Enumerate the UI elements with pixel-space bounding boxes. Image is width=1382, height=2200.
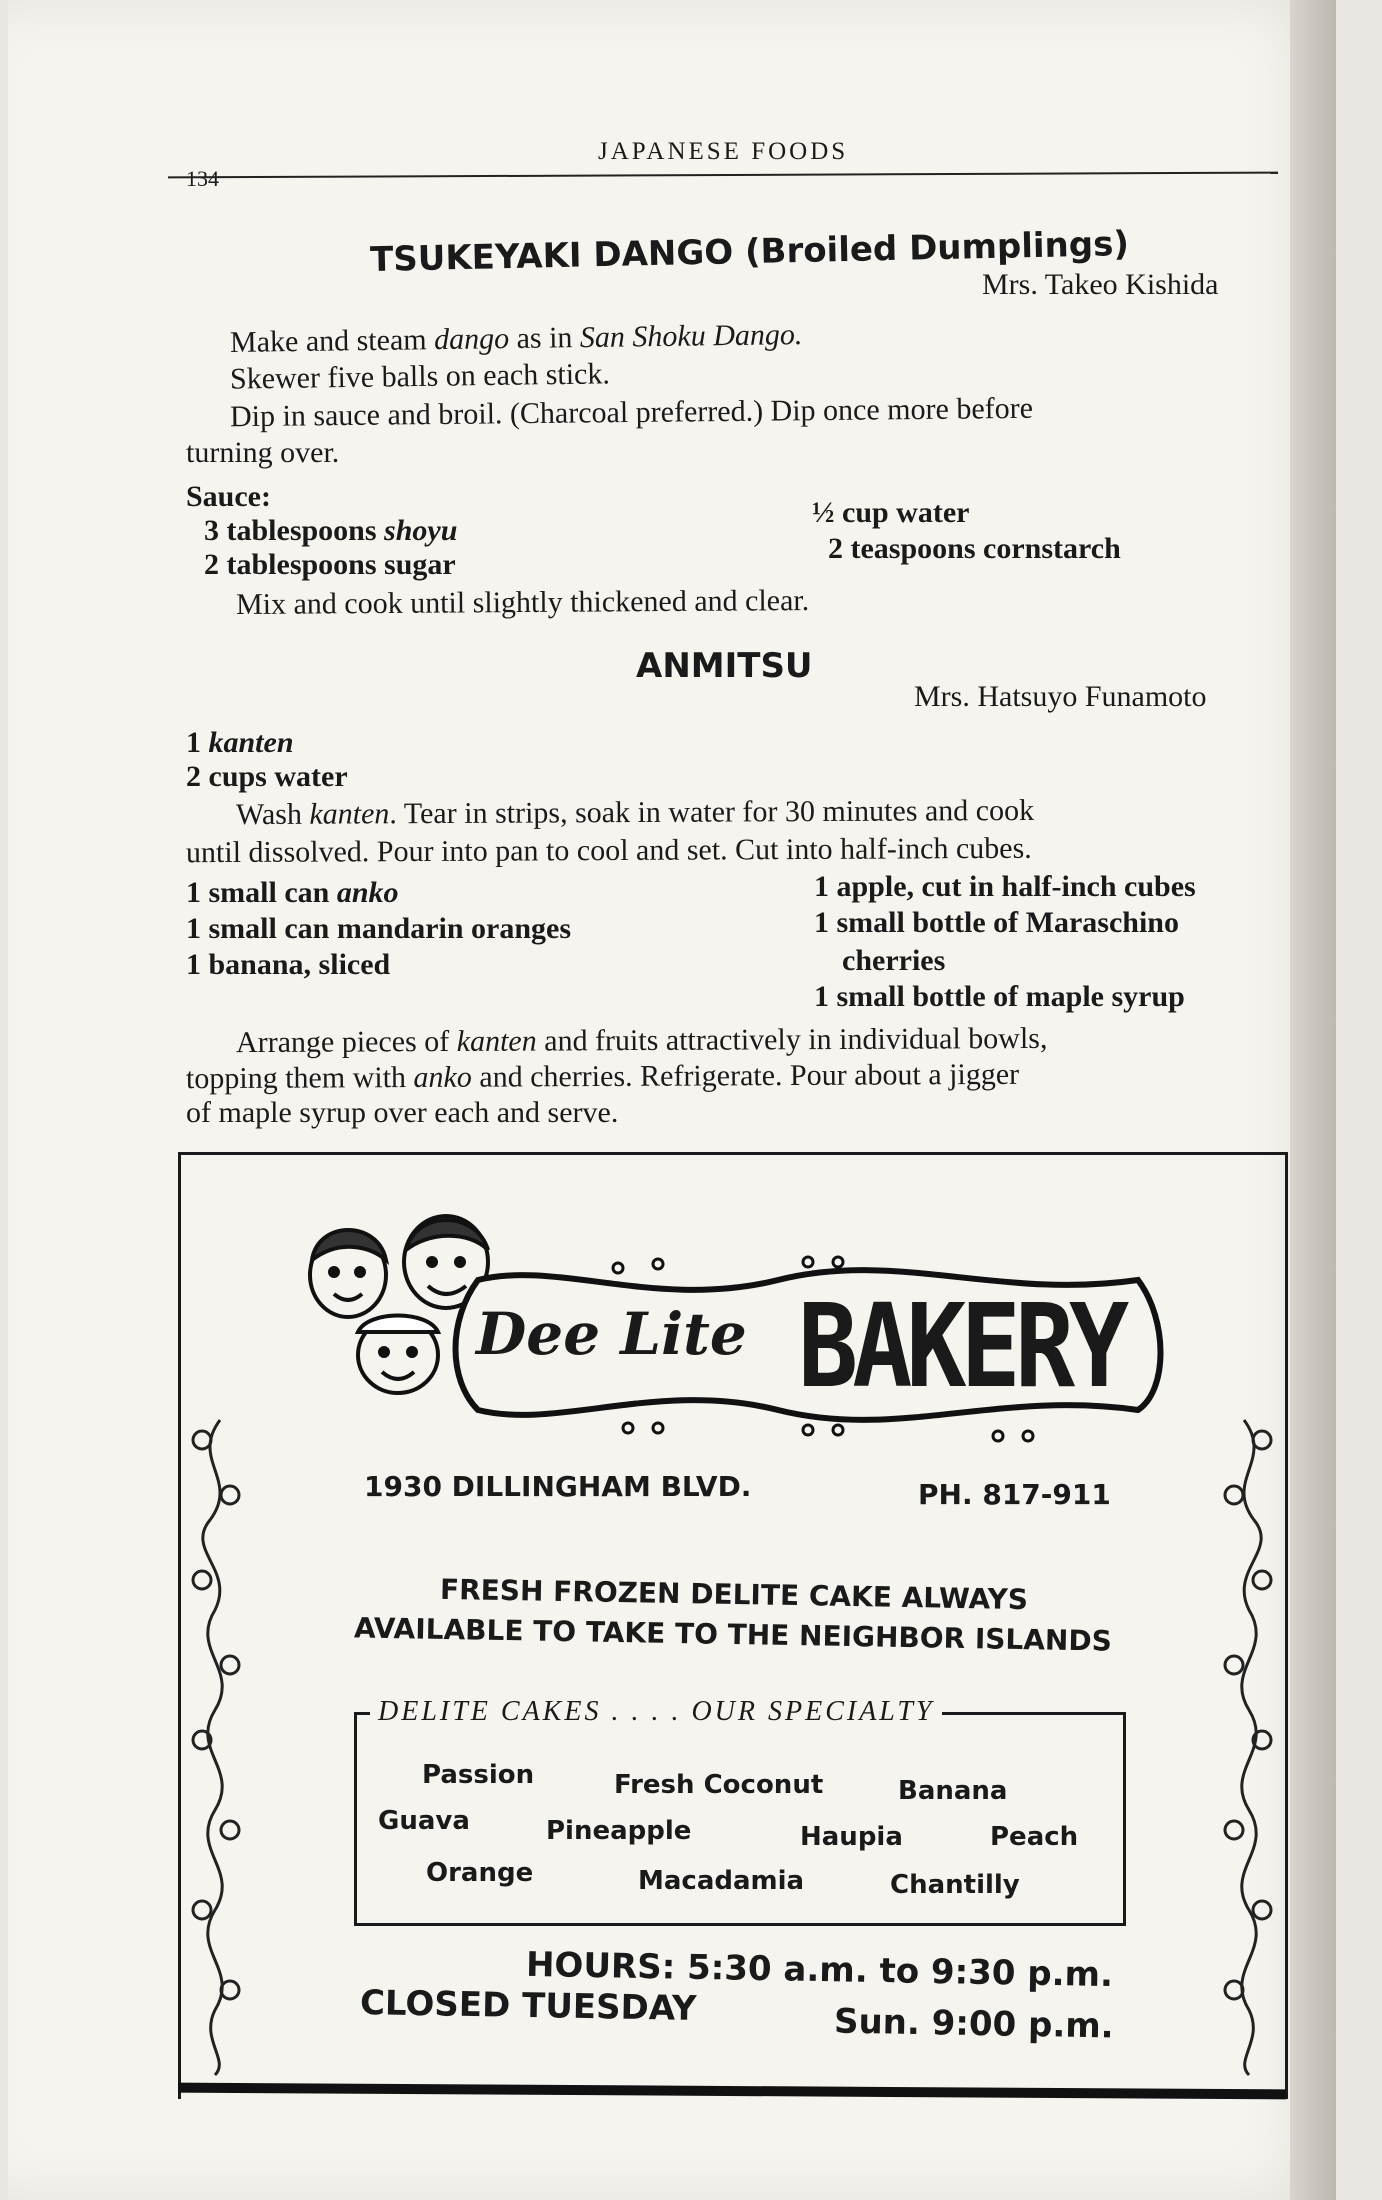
logo-block-text: BAKERY bbox=[798, 1279, 1124, 1414]
ingredient bbox=[186, 948, 390, 982]
ingredient bbox=[204, 548, 456, 582]
text: cherries bbox=[842, 944, 946, 977]
italic-term: San Shoku Dango. bbox=[579, 318, 803, 355]
flavor-item: Peach bbox=[990, 1822, 1079, 1852]
qty: 1 bbox=[186, 726, 201, 759]
ingredient bbox=[814, 980, 1185, 1014]
text: Make and steam bbox=[229, 323, 435, 359]
qty: ½ bbox=[812, 496, 835, 529]
flavor-item: Orange bbox=[426, 1858, 534, 1888]
flavor-item: Chantilly bbox=[890, 1870, 1020, 1900]
qty: 1 bbox=[186, 948, 201, 981]
recipe-step: Skewer five balls on each stick. bbox=[229, 357, 611, 396]
ingredient bbox=[186, 726, 294, 760]
ingredient bbox=[828, 532, 1121, 566]
tagline-line2: AVAILABLE TO TAKE TO THE NEIGHBOR ISLANDS bbox=[353, 1611, 1113, 1658]
sunday-hours-text: Sun. 9:00 p.m. bbox=[833, 2001, 1114, 2047]
text: cup water bbox=[842, 496, 970, 529]
flavor-item: Pineapple bbox=[546, 1816, 692, 1846]
text: banana, sliced bbox=[208, 948, 391, 981]
ingredient bbox=[186, 912, 571, 946]
recipe-author: Mrs. Hatsuyo Funamoto bbox=[914, 680, 1207, 713]
recipe-step: until dissolved. Pour into pan to cool and set. Cut into half-inch cubes. bbox=[185, 831, 1032, 870]
flavor-item: Haupia bbox=[800, 1822, 903, 1852]
page-number: 134 bbox=[186, 166, 219, 191]
ingredient bbox=[842, 944, 945, 978]
ingredient bbox=[204, 514, 457, 548]
text: . Tear in strips, soak in water for 30 minutes and cook bbox=[389, 793, 1035, 831]
italic-term: shoyu bbox=[384, 514, 458, 547]
text: tablespoons sugar bbox=[226, 548, 456, 581]
recipe-step bbox=[230, 318, 803, 360]
text: small bottle of Maraschino bbox=[836, 906, 1179, 939]
text: as in bbox=[508, 321, 581, 356]
ingredient bbox=[186, 876, 399, 910]
italic-term: anko bbox=[336, 876, 399, 909]
recipe-step: of maple syrup over each and serve. bbox=[186, 1096, 619, 1129]
bakery-phone: PH. 817-911 bbox=[918, 1478, 1111, 1511]
flavor-item: Fresh Coconut bbox=[614, 1770, 824, 1800]
qty: 3 bbox=[204, 514, 219, 547]
text: small can bbox=[208, 876, 337, 909]
ingredient bbox=[812, 496, 969, 530]
recipe-step bbox=[236, 794, 1034, 832]
header-rule bbox=[168, 172, 1278, 179]
italic-term: kanten bbox=[456, 1024, 537, 1058]
flavor-item: Macadamia bbox=[638, 1866, 805, 1896]
ingredient bbox=[814, 870, 1196, 904]
recipe-title-anmitsu: ANMITSU bbox=[636, 646, 813, 686]
recipe-step: turning over. bbox=[186, 436, 340, 469]
floral-border-right-icon bbox=[1214, 1400, 1284, 2080]
qty: 2 bbox=[204, 548, 219, 581]
flavor-item: Guava bbox=[378, 1806, 470, 1836]
qty: 1 bbox=[814, 980, 829, 1013]
text: tablespoons bbox=[226, 514, 385, 547]
italic-term: kanten bbox=[309, 797, 390, 831]
qty: 1 bbox=[814, 870, 829, 903]
page-edge-shadow bbox=[1290, 0, 1336, 2200]
flavor-item: Banana bbox=[898, 1776, 1008, 1806]
bakery-address: 1930 DILLINGHAM BLVD. bbox=[364, 1470, 752, 1503]
text: topping them with bbox=[185, 1060, 414, 1096]
logo-script-text: Dee Lite bbox=[476, 1300, 747, 1368]
running-head bbox=[168, 134, 1278, 191]
floral-border-left-icon bbox=[180, 1400, 250, 2080]
recipe-step bbox=[186, 1058, 1019, 1096]
recipe-title-tsukeyaki-dango: TSUKEYAKI DANGO (Broiled Dumplings) bbox=[369, 224, 1130, 280]
tagline-line1: FRESH FROZEN DELITE CAKE ALWAYS bbox=[439, 1572, 1029, 1617]
sauce-label: Sauce: bbox=[186, 480, 271, 513]
text: Arrange pieces of bbox=[235, 1024, 457, 1060]
text: apple, cut in half-inch cubes bbox=[836, 870, 1196, 903]
text: small bottle of maple syrup bbox=[836, 980, 1185, 1013]
recipe-author: Mrs. Takeo Kishida bbox=[982, 268, 1219, 301]
ingredient: 2 cups water bbox=[186, 760, 348, 793]
ingredient bbox=[814, 906, 1179, 940]
recipe-step: Dip in sauce and broil. (Charcoal preferred.) Dip once more before bbox=[229, 391, 1034, 434]
book-page bbox=[8, 0, 1336, 2200]
recipe-step: Mix and cook until slightly thickened and clear. bbox=[235, 583, 810, 622]
qty: 1 bbox=[186, 876, 201, 909]
recipe-step bbox=[236, 1022, 1048, 1060]
text: and fruits attractively in individual bowls, bbox=[536, 1021, 1048, 1058]
running-head-title: JAPANESE FOODS bbox=[598, 138, 849, 165]
italic-term: kanten bbox=[208, 726, 294, 759]
specialty-header: DELITE CAKES . . . . OUR SPECIALTY bbox=[370, 1696, 942, 1728]
text: small can mandarin oranges bbox=[208, 912, 572, 945]
qty: 2 bbox=[828, 532, 843, 565]
text: Wash bbox=[235, 797, 310, 832]
text: teaspoons cornstarch bbox=[850, 532, 1121, 565]
italic-term: dango bbox=[433, 322, 510, 357]
flavor-item: Passion bbox=[422, 1760, 535, 1790]
qty: 1 bbox=[186, 912, 201, 945]
text: and cherries. Refrigerate. Pour about a jigger bbox=[471, 1057, 1020, 1094]
qty: 1 bbox=[814, 906, 829, 939]
italic-term: anko bbox=[413, 1060, 472, 1094]
closed-text: CLOSED TUESDAY bbox=[359, 1983, 697, 2029]
hours-text: HOURS: 5:30 a.m. to 9:30 p.m. bbox=[525, 1944, 1114, 1996]
